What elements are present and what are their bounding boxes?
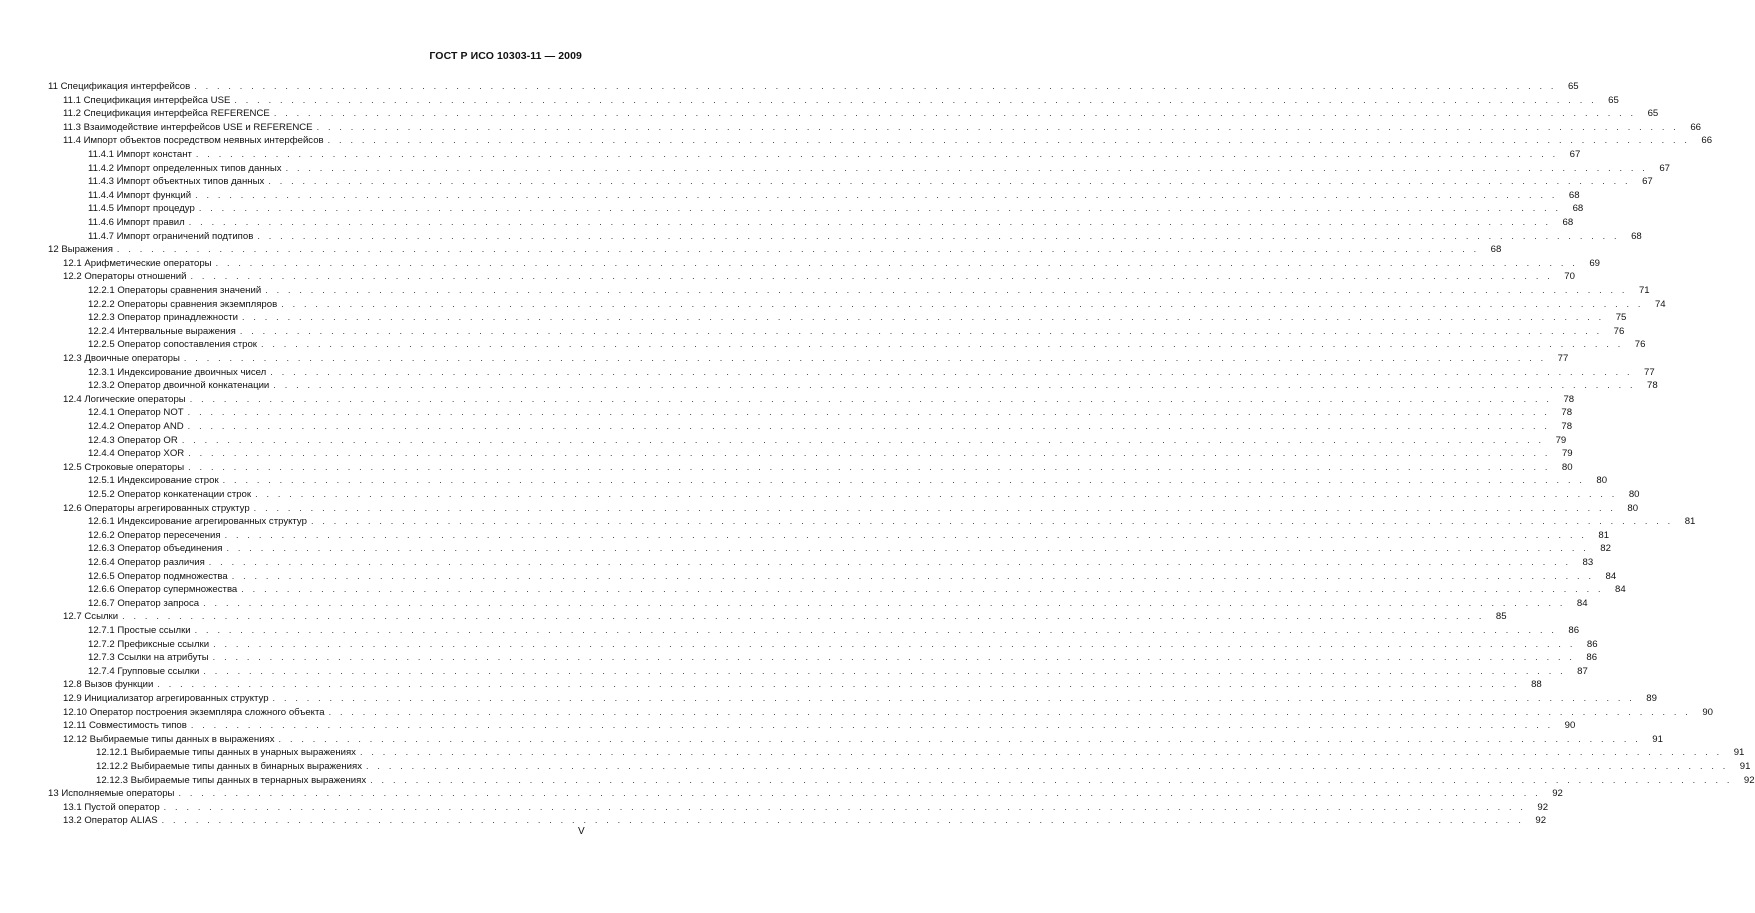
toc-row <box>0 216 1574 230</box>
toc-entry-title: 12.3.2 Оператор двоичной конкатенации <box>88 380 270 392</box>
toc-entry[interactable] <box>96 760 1751 774</box>
toc-row <box>0 352 1569 366</box>
toc-row <box>0 597 1588 611</box>
toc-entry-page: 74 <box>1654 298 1666 310</box>
dot-leader: . . . . . . . . . . . . . . . . . . . . . . . . . . . . . . . . . . . . . . . . . . . . . . . . . . . . . . . . . . . . . . . . . . . . . . . . . . . . . . . . . . . . . . . . . . . . . . . . . . . . . . . . . . . . . . . . . . . . . . . . <box>278 733 1641 744</box>
toc-entry[interactable] <box>88 216 1574 230</box>
toc-entry-page: 70 <box>1564 271 1575 283</box>
toc-entry-title: 11.4.1 Импорт констант <box>88 149 192 160</box>
toc-entry[interactable] <box>88 515 1696 529</box>
toc-entry-title: 12.6.3 Оператор объединения <box>88 543 223 555</box>
toc-entry-page: 77 <box>1557 353 1569 364</box>
toc-entry-page: 90 <box>1564 720 1576 732</box>
toc-entry-title: 11.4.4 Импорт функций <box>88 189 192 201</box>
toc-entry-page: 87 <box>1577 665 1588 677</box>
toc-entry-page: 77 <box>1644 366 1655 378</box>
toc-entry-page: 78 <box>1561 421 1573 432</box>
toc-row <box>0 230 1642 244</box>
toc-entry-page: 78 <box>1563 393 1575 405</box>
toc-entry-title: 11 Спецификация интерфейсов <box>48 81 191 92</box>
toc-entry-title: 12.8 Вызов функции <box>63 679 154 691</box>
toc-entry-page: 91 <box>1652 733 1663 745</box>
dot-leader: . . . . . . . . . . . . . . . . . . . . . . . . . . . . . . . . . . . . . . . . . . . . . . . . . . . . . . . . . . . . . . . . . . . . . . . . . . . . . . . . . . . . . . . . . . . . . . . . . . . . . . . . . . . . . . . . . . . . . . . . <box>190 271 1553 282</box>
toc-entry-title: 12.12.1 Выбираемые типы данных в унарных выражениях <box>96 747 356 759</box>
dot-leader: . . . . . . . . . . . . . . . . . . . . . . . . . . . . . . . . . . . . . . . . . . . . . . . . . . . . . . . . . . . . . . . . . . . . . . . . . . . . . . . . . . . . . . . . . . . . . . . . . . . . . . . . . . . . . . . . . . . . . . . . <box>203 665 1566 676</box>
dot-leader: . . . . . . . . . . . . . . . . . . . . . . . . . . . . . . . . . . . . . . . . . . . . . . . . . . . . . . . . . . . . . . . . . . . . . . . . . . . . . . . . . . . . . . . . . . . . . . . . . . . . . . . . . . . . . . . . . . . . . . . . <box>157 679 1520 690</box>
toc-entry-title: 12.4.3 Оператор OR <box>88 434 178 446</box>
toc-row <box>0 515 1696 529</box>
toc-entry-title: 12.12 Выбираемые типы данных в выражениях <box>63 733 275 745</box>
toc-entry-title: 12.6.4 Оператор различия <box>88 557 205 568</box>
toc-row <box>0 298 1666 312</box>
toc-entry-page: 76 <box>1634 339 1646 351</box>
toc-row <box>0 706 1714 720</box>
toc-entry[interactable] <box>88 298 1666 312</box>
toc-row <box>0 610 1507 624</box>
dot-leader: . . . . . . . . . . . . . . . . . . . . . . . . . . . . . . . . . . . . . . . . . . . . . . . . . . . . . . . . . . . . . . . . . . . . . . . . . . . . . . . . . . . . . . . . . . . . . . . . . . . . . . . . . . . . . . . . . . . . . . . . <box>194 81 1557 91</box>
toc-entry-page: 69 <box>1589 257 1600 269</box>
toc-entry-title: 12.2.4 Интервальные выражения <box>88 325 236 337</box>
toc-entry-title: 12.6.7 Оператор запроса <box>88 597 200 609</box>
toc-row <box>0 420 1573 434</box>
toc-entry-title: 11.4.2 Импорт определенных типов данных <box>88 162 282 174</box>
toc-entry-page: 85 <box>1495 611 1507 623</box>
toc-row <box>0 162 1671 176</box>
toc-entry-title: 11.4 Импорт объектов посредством неявных интерфейсов <box>63 135 324 147</box>
toc-entry[interactable] <box>88 338 1646 352</box>
toc-entry-title: 12.2.2 Операторы сравнения экземпляров <box>88 298 278 310</box>
toc-entry-title: 12.7.2 Префиксные ссылки <box>88 638 210 650</box>
dot-leader: . . . . . . . . . . . . . . . . . . . . . . . . . . . . . . . . . . . . . . . . . . . . . . . . . . . . . . . . . . . . . . . . . . . . . . . . . . . . . . . . . . . . . . . . . . . . . . . . . . . . . . . . . . . . . . . . . . . . . . . . <box>189 393 1553 404</box>
toc-entry-page: 68 <box>1631 230 1642 242</box>
dot-leader: . . . . . . . . . . . . . . . . . . . . . . . . . . . . . . . . . . . . . . . . . . . . . . . . . . . . . . . . . . . . . . . . . . . . . . . . . . . . . . . . . . . . . . . . . . . . . . . . . . . . . . . . . . . . . . . . . . . . . . . . <box>215 257 1578 268</box>
toc-entry[interactable] <box>48 243 1502 257</box>
toc-entry-page: 86 <box>1568 625 1580 636</box>
toc-entry-page: 82 <box>1600 543 1611 555</box>
toc-entry-page: 86 <box>1586 652 1598 664</box>
dot-leader: . . . . . . . . . . . . . . . . . . . . . . . . . . . . . . . . . . . . . . . . . . . . . . . . . . . . . . . . . . . . . . . . . . . . . . . . . . . . . . . . . . . . . . . . . . . . . . . . . . . . . . . . . . . . . . . . . . . . . . . . <box>273 108 1637 119</box>
dot-leader: . . . . . . . . . . . . . . . . . . . . . . . . . . . . . . . . . . . . . . . . . . . . . . . . . . . . . . . . . . . . . . . . . . . . . . . . . . . . . . . . . . . . . . . . . . . . . . . . . . . . . . . . . . . . . . . . . . . . . . . . <box>224 529 1588 540</box>
toc-entry-page: 68 <box>1490 244 1502 256</box>
toc-entry-title: 12.4.1 Оператор NOT <box>88 407 184 419</box>
dot-leader: . . . . . . . . . . . . . . . . . . . . . . . . . . . . . . . . . . . . . . . . . . . . . . . . . . . . . . . . . . . . . . . . . . . . . . . . . . . . . . . . . . . . . . . . . . . . . . . . . . . . . . . . . . . . . . . . . . . . . . . . <box>188 448 1551 459</box>
toc-entry-title: 12.11 Совместимость типов <box>63 720 187 732</box>
toc-row <box>0 774 1755 788</box>
toc-entry[interactable] <box>88 529 1610 543</box>
toc-entry-page: 67 <box>1569 149 1581 160</box>
dot-leader: . . . . . . . . . . . . . . . . . . . . . . . . . . . . . . . . . . . . . . . . . . . . . . . . . . . . . . . . . . . . . . . . . . . . . . . . . . . . . . . . . . . . . . . . . . . . . . . . . . . . . . . . . . . . . . . . . . . . . . . . <box>328 706 1692 717</box>
toc-entry[interactable] <box>63 801 1549 815</box>
dot-leader: . . . . . . . . . . . . . . . . . . . . . . . . . . . . . . . . . . . . . . . . . . . . . . . . . . . . . . . . . . . . . . . . . . . . . . . . . . . . . . . . . . . . . . . . . . . . . . . . . . . . . . . . . . . . . . . . . . . . . . . . <box>241 312 1605 323</box>
dot-leader: . . . . . . . . . . . . . . . . . . . . . . . . . . . . . . . . . . . . . . . . . . . . . . . . . . . . . . . . . . . . . . . . . . . . . . . . . . . . . . . . . . . . . . . . . . . . . . . . . . . . . . . . . . . . . . . . . . . . . . . . <box>253 502 1617 513</box>
dot-leader: . . . . . . . . . . . . . . . . . . . . . . . . . . . . . . . . . . . . . . . . . . . . . . . . . . . . . . . . . . . . . . . . . . . . . . . . . . . . . . . . . . . . . . . . . . . . . . . . . . . . . . . . . . . . . . . . . . . . . . . . <box>272 693 1635 703</box>
toc-entry[interactable] <box>48 787 1563 801</box>
toc-entry-title: 12.4 Логические операторы <box>63 393 186 405</box>
toc-entry-page: 68 <box>1572 203 1584 215</box>
toc-entry-page: 68 <box>1568 189 1580 201</box>
toc-entry-title: 12.2.5 Оператор сопоставления строк <box>88 339 257 351</box>
toc-entry[interactable] <box>88 162 1671 176</box>
toc-entry-title: 11.2 Спецификация интерфейса REFERENCE <box>63 108 270 120</box>
toc-row <box>0 760 1751 774</box>
toc-row <box>0 556 1594 570</box>
toc-entry[interactable] <box>63 814 1547 828</box>
toc-row <box>0 814 1547 828</box>
toc-entry-title: 11.4.3 Импорт объектных типов данных <box>88 176 265 188</box>
dot-leader: . . . . . . . . . . . . . . . . . . . . . . . . . . . . . . . . . . . . . . . . . . . . . . . . . . . . . . . . . . . . . . . . . . . . . . . . . . . . . . . . . . . . . . . . . . . . . . . . . . . . . . . . . . . . . . . . . . . . . . . . <box>268 176 1631 187</box>
toc-row <box>0 338 1646 352</box>
toc-entry[interactable] <box>88 583 1626 597</box>
toc-entry[interactable] <box>88 202 1584 216</box>
toc-entry[interactable] <box>96 746 1745 760</box>
toc-entry[interactable] <box>63 678 1542 692</box>
toc-row <box>0 447 1573 461</box>
toc-row <box>0 474 1608 488</box>
toc-entry-title: 12.1 Арифметические операторы <box>63 257 212 269</box>
toc-entry[interactable] <box>88 447 1573 461</box>
toc-row <box>0 787 1563 801</box>
toc-entry[interactable] <box>88 638 1598 652</box>
toc-entry[interactable] <box>63 352 1569 366</box>
toc-entry-page: 75 <box>1615 312 1627 324</box>
toc-entry-page: 66 <box>1690 121 1701 133</box>
dot-leader: . . . . . . . . . . . . . . . . . . . . . . . . . . . . . . . . . . . . . . . . . . . . . . . . . . . . . . . . . . . . . . . . . . . . . . . . . . . . . . . . . . . . . . . . . . . . . . . . . . . . . . . . . . . . . . . . . . . . . . . . <box>183 353 1547 363</box>
dot-leader: . . . . . . . . . . . . . . . . . . . . . . . . . . . . . . . . . . . . . . . . . . . . . . . . . . . . . . . . . . . . . . . . . . . . . . . . . . . . . . . . . . . . . . . . . . . . . . . . . . . . . . . . . . . . . . . . . . . . . . . . <box>366 761 1729 771</box>
toc-entry-title: 12.5.2 Оператор конкатенации строк <box>88 489 252 500</box>
dot-leader: . . . . . . . . . . . . . . . . . . . . . . . . . . . . . . . . . . . . . . . . . . . . . . . . . . . . . . . . . . . . . . . . . . . . . . . . . . . . . . . . . . . . . . . . . . . . . . . . . . . . . . . . . . . . . . . . . . . . . . . . <box>163 801 1527 812</box>
toc-entry[interactable] <box>88 556 1594 570</box>
toc-row <box>0 121 1701 135</box>
toc-entry[interactable] <box>63 270 1575 284</box>
toc-entry[interactable] <box>88 175 1653 189</box>
toc-row <box>0 801 1549 815</box>
dot-leader: . . . . . . . . . . . . . . . . . . . . . . . . . . . . . . . . . . . . . . . . . . . . . . . . . . . . . . . . . . . . . . . . . . . . . . . . . . . . . . . . . . . . . . . . . . . . . . . . . . . . . . . . . . . . . . . . . . . . . . . . <box>198 203 1562 214</box>
toc-entry-title: 12.7.4 Групповые ссылки <box>88 665 200 677</box>
toc-entry[interactable] <box>63 257 1600 271</box>
toc-entry-page: 89 <box>1646 693 1657 704</box>
toc-entry[interactable] <box>88 597 1588 611</box>
dot-leader: . . . . . . . . . . . . . . . . . . . . . . . . . . . . . . . . . . . . . . . . . . . . . . . . . . . . . . . . . . . . . . . . . . . . . . . . . . . . . . . . . . . . . . . . . . . . . . . . . . . . . . . . . . . . . . . . . . . . . . . . <box>208 557 1572 567</box>
toc-entry-title: 13.2 Оператор ALIAS <box>63 815 158 827</box>
dot-leader: . . . . . . . . . . . . . . . . . . . . . . . . . . . . . . . . . . . . . . . . . . . . . . . . . . . . . . . . . . . . . . . . . . . . . . . . . . . . . . . . . . . . . . . . . . . . . . . . . . . . . . . . . . . . . . . . . . . . . . . . <box>310 516 1674 527</box>
toc-row <box>0 733 1663 747</box>
toc-entry-page: 90 <box>1702 706 1714 718</box>
toc-entry-title: 12.9 Инициализатор агрегированных структур <box>63 693 269 704</box>
toc-entry[interactable] <box>63 94 1619 108</box>
toc-row <box>0 134 1713 148</box>
toc-entry[interactable] <box>63 134 1713 148</box>
toc-entry-title: 12.4.2 Оператор AND <box>88 421 184 432</box>
dot-leader: . . . . . . . . . . . . . . . . . . . . . . . . . . . . . . . . . . . . . . . . . . . . . . . . . . . . . . . . . . . . . . . . . . . . . . . . . . . . . . . . . . . . . . . . . . . . . . . . . . . . . . . . . . . . . . . . . . . . . . . . <box>203 597 1566 608</box>
dot-leader: . . . . . . . . . . . . . . . . . . . . . . . . . . . . . . . . . . . . . . . . . . . . . . . . . . . . . . . . . . . . . . . . . . . . . . . . . . . . . . . . . . . . . . . . . . . . . . . . . . . . . . . . . . . . . . . . . . . . . . . . <box>327 135 1691 146</box>
toc-entry-title: 12.3.1 Индексирование двоичных чисел <box>88 366 267 378</box>
toc-entry[interactable] <box>88 488 1640 502</box>
dot-leader: . . . . . . . . . . . . . . . . . . . . . . . . . . . . . . . . . . . . . . . . . . . . . . . . . . . . . . . . . . . . . . . . . . . . . . . . . . . . . . . . . . . . . . . . . . . . . . . . . . . . . . . . . . . . . . . . . . . . . . . . <box>213 638 1576 649</box>
toc-row <box>0 406 1573 420</box>
dot-leader: . . . . . . . . . . . . . . . . . . . . . . . . . . . . . . . . . . . . . . . . . . . . . . . . . . . . . . . . . . . . . . . . . . . . . . . . . . . . . . . . . . . . . . . . . . . . . . . . . . . . . . . . . . . . . . . . . . . . . . . . <box>281 298 1644 309</box>
toc-row <box>0 311 1627 325</box>
toc-entry-page: 79 <box>1561 448 1573 460</box>
toc-entry-title: 12.2 Операторы отношений <box>63 271 187 283</box>
toc-entry-page: 67 <box>1642 176 1653 188</box>
toc-entry-page: 78 <box>1647 380 1658 392</box>
toc-entry[interactable] <box>88 379 1658 393</box>
toc-row <box>0 366 1655 380</box>
dot-leader: . . . . . . . . . . . . . . . . . . . . . . . . . . . . . . . . . . . . . . . . . . . . . . . . . . . . . . . . . . . . . . . . . . . . . . . . . . . . . . . . . . . . . . . . . . . . . . . . . . . . . . . . . . . . . . . . . . . . . . . . <box>188 217 1552 227</box>
toc-entry-page: 84 <box>1605 570 1617 582</box>
toc-row <box>0 107 1659 121</box>
toc-entry-page: 80 <box>1596 475 1608 487</box>
toc-entry[interactable] <box>88 474 1608 488</box>
toc-row <box>0 80 1579 94</box>
toc-entry[interactable] <box>88 434 1567 448</box>
toc-entry-title: 12.6.1 Индексирование агрегированных структур <box>88 516 307 528</box>
toc-entry-title: 11.3 Взаимодействие интерфейсов USE и REFERENCE <box>63 121 313 133</box>
dot-leader: . . . . . . . . . . . . . . . . . . . . . . . . . . . . . . . . . . . . . . . . . . . . . . . . . . . . . . . . . . . . . . . . . . . . . . . . . . . . . . . . . . . . . . . . . . . . . . . . . . . . . . . . . . . . . . . . . . . . . . . . <box>178 788 1541 799</box>
toc-entry-title: 12.4.4 Оператор XOR <box>88 448 185 460</box>
toc-entry[interactable] <box>88 325 1625 339</box>
toc-entry-page: 92 <box>1535 815 1547 827</box>
toc-entry-page: 92 <box>1552 788 1563 800</box>
dot-leader: . . . . . . . . . . . . . . . . . . . . . . . . . . . . . . . . . . . . . . . . . . . . . . . . . . . . . . . . . . . . . . . . . . . . . . . . . . . . . . . . . . . . . . . . . . . . . . . . . . . . . . . . . . . . . . . . . . . . . . . . <box>190 720 1554 731</box>
toc-row <box>0 624 1580 638</box>
toc-entry-page: 65 <box>1567 81 1579 92</box>
dot-leader: . . . . . . . . . . . . . . . . . . . . . . . . . . . . . . . . . . . . . . . . . . . . . . . . . . . . . . . . . . . . . . . . . . . . . . . . . . . . . . . . . . . . . . . . . . . . . . . . . . . . . . . . . . . . . . . . . . . . . . . . <box>359 747 1723 758</box>
toc-entry-page: 76 <box>1613 325 1625 337</box>
toc-row <box>0 243 1502 257</box>
toc-entry-page: 71 <box>1638 285 1650 296</box>
dot-leader: . . . . . . . . . . . . . . . . . . . . . . . . . . . . . . . . . . . . . . . . . . . . . . . . . . . . . . . . . . . . . . . . . . . . . . . . . . . . . . . . . . . . . . . . . . . . . . . . . . . . . . . . . . . . . . . . . . . . . . . . <box>116 244 1480 255</box>
toc-entry[interactable] <box>63 107 1659 121</box>
toc-row <box>0 202 1584 216</box>
toc-entry-page: 67 <box>1659 162 1671 174</box>
toc-entry-title: 12.10 Оператор построения экземпляра сложного объекта <box>63 706 325 718</box>
toc-row <box>0 189 1580 203</box>
toc-row <box>0 393 1575 407</box>
toc-entry-title: 12.5.1 Индексирование строк <box>88 475 219 487</box>
toc-entry-title: 11.4.5 Импорт процедур <box>88 203 195 215</box>
toc-entry[interactable] <box>63 692 1657 706</box>
dot-leader: . . . . . . . . . . . . . . . . . . . . . . . . . . . . . . . . . . . . . . . . . . . . . . . . . . . . . . . . . . . . . . . . . . . . . . . . . . . . . . . . . . . . . . . . . . . . . . . . . . . . . . . . . . . . . . . . . . . . . . . . <box>194 625 1558 635</box>
toc-entry-title: 11.1 Спецификация интерфейса USE <box>63 94 231 106</box>
toc-entry[interactable] <box>63 461 1573 475</box>
toc-entry-title: 13 Исполняемые операторы <box>48 788 175 800</box>
dot-leader: . . . . . . . . . . . . . . . . . . . . . . . . . . . . . . . . . . . . . . . . . . . . . . . . . . . . . . . . . . . . . . . . . . . . . . . . . . . . . . . . . . . . . . . . . . . . . . . . . . . . . . . . . . . . . . . . . . . . . . . . <box>255 489 1618 499</box>
toc-entry-page: 65 <box>1647 108 1659 120</box>
toc-entry-title: 12.3 Двоичные операторы <box>63 353 180 364</box>
dot-leader: . . . . . . . . . . . . . . . . . . . . . . . . . . . . . . . . . . . . . . . . . . . . . . . . . . . . . . . . . . . . . . . . . . . . . . . . . . . . . . . . . . . . . . . . . . . . . . . . . . . . . . . . . . . . . . . . . . . . . . . . <box>212 652 1576 663</box>
dot-leader: . . . . . . . . . . . . . . . . . . . . . . . . . . . . . . . . . . . . . . . . . . . . . . . . . . . . . . . . . . . . . . . . . . . . . . . . . . . . . . . . . . . . . . . . . . . . . . . . . . . . . . . . . . . . . . . . . . . . . . . . <box>234 94 1597 105</box>
toc-entry-page: 68 <box>1562 217 1574 228</box>
toc-entry[interactable] <box>88 311 1627 325</box>
toc-entry-title: 12.2.3 Оператор принадлежности <box>88 312 238 324</box>
toc-row <box>0 461 1573 475</box>
toc-entry-title: 12.7.3 Ссылки на атрибуты <box>88 652 209 664</box>
dot-leader: . . . . . . . . . . . . . . . . . . . . . . . . . . . . . . . . . . . . . . . . . . . . . . . . . . . . . . . . . . . . . . . . . . . . . . . . . . . . . . . . . . . . . . . . . . . . . . . . . . . . . . . . . . . . . . . . . . . . . . . . <box>188 461 1551 472</box>
toc-entry[interactable] <box>88 542 1611 556</box>
dot-leader: . . . . . . . . . . . . . . . . . . . . . . . . . . . . . . . . . . . . . . . . . . . . . . . . . . . . . . . . . . . . . . . . . . . . . . . . . . . . . . . . . . . . . . . . . . . . . . . . . . . . . . . . . . . . . . . . . . . . . . . . <box>239 325 1603 336</box>
toc-entry-page: 66 <box>1701 135 1713 147</box>
toc-entry-title: 12.12.2 Выбираемые типы данных в бинарных выражениях <box>96 761 363 772</box>
toc-row <box>0 488 1640 502</box>
toc-entry-page: 88 <box>1531 679 1542 691</box>
toc-entry[interactable] <box>63 719 1576 733</box>
toc-row <box>0 325 1625 339</box>
dot-leader: . . . . . . . . . . . . . . . . . . . . . . . . . . . . . . . . . . . . . . . . . . . . . . . . . . . . . . . . . . . . . . . . . . . . . . . . . . . . . . . . . . . . . . . . . . . . . . . . . . . . . . . . . . . . . . . . . . . . . . . . <box>181 434 1545 445</box>
toc-entry[interactable] <box>48 80 1579 94</box>
toc-entry-title: 12.6 Операторы агрегированных структур <box>63 502 250 514</box>
toc-entry-title: 12.7.1 Простые ссылки <box>88 625 191 636</box>
toc-row <box>0 583 1626 597</box>
toc-entry-title: 12.5 Строковые операторы <box>63 461 185 473</box>
dot-leader: . . . . . . . . . . . . . . . . . . . . . . . . . . . . . . . . . . . . . . . . . . . . . . . . . . . . . . . . . . . . . . . . . . . . . . . . . . . . . . . . . . . . . . . . . . . . . . . . . . . . . . . . . . . . . . . . . . . . . . . . <box>241 584 1604 595</box>
toc-entry-title: 12.2.1 Операторы сравнения значений <box>88 285 262 296</box>
dot-leader: . . . . . . . . . . . . . . . . . . . . . . . . . . . . . . . . . . . . . . . . . . . . . . . . . . . . . . . . . . . . . . . . . . . . . . . . . . . . . . . . . . . . . . . . . . . . . . . . . . . . . . . . . . . . . . . . . . . . . . . . <box>187 407 1551 418</box>
toc-entry-page: 84 <box>1615 584 1626 596</box>
toc-row <box>0 529 1610 543</box>
toc-entry[interactable] <box>63 706 1714 720</box>
toc-row <box>0 678 1542 692</box>
toc-entry-page: 79 <box>1555 434 1567 446</box>
toc-entry-page: 80 <box>1628 489 1640 500</box>
toc-entry-page: 91 <box>1733 747 1745 759</box>
toc-entry-page: 86 <box>1586 638 1598 650</box>
toc-row <box>0 570 1617 584</box>
toc-entry-title: 12.6.5 Оператор подмножества <box>88 570 228 582</box>
dot-leader: . . . . . . . . . . . . . . . . . . . . . . . . . . . . . . . . . . . . . . . . . . . . . . . . . . . . . . . . . . . . . . . . . . . . . . . . . . . . . . . . . . . . . . . . . . . . . . . . . . . . . . . . . . . . . . . . . . . . . . . . <box>370 774 1733 785</box>
dot-leader: . . . . . . . . . . . . . . . . . . . . . . . . . . . . . . . . . . . . . . . . . . . . . . . . . . . . . . . . . . . . . . . . . . . . . . . . . . . . . . . . . . . . . . . . . . . . . . . . . . . . . . . . . . . . . . . . . . . . . . . . <box>231 570 1595 581</box>
toc-row <box>0 692 1657 706</box>
toc-entry-title: 12.7 Ссылки <box>63 611 119 623</box>
toc-row <box>0 542 1611 556</box>
page-header: ГОСТ Р ИСО 10303-11 — 2009 <box>429 50 582 62</box>
toc-entry-title: 11.4.6 Импорт правил <box>88 217 185 228</box>
toc-entry[interactable] <box>88 665 1588 679</box>
toc-entry-page: 84 <box>1576 597 1588 609</box>
dot-leader: . . . . . . . . . . . . . . . . . . . . . . . . . . . . . . . . . . . . . . . . . . . . . . . . . . . . . . . . . . . . . . . . . . . . . . . . . . . . . . . . . . . . . . . . . . . . . . . . . . . . . . . . . . . . . . . . . . . . . . . . <box>195 189 1558 200</box>
toc-entry-page: 91 <box>1739 761 1751 772</box>
toc-entry-title: 12.12.3 Выбираемые типы данных в тернарных выражениях <box>96 774 367 786</box>
toc-row <box>0 175 1653 189</box>
toc-entry-page: 78 <box>1561 407 1573 419</box>
toc-entry-title: 13.1 Пустой оператор <box>63 801 160 813</box>
toc-entry-page: 83 <box>1582 557 1594 568</box>
toc-entry[interactable] <box>96 774 1755 788</box>
toc-entry[interactable] <box>88 420 1573 434</box>
dot-leader: . . . . . . . . . . . . . . . . . . . . . . . . . . . . . . . . . . . . . . . . . . . . . . . . . . . . . . . . . . . . . . . . . . . . . . . . . . . . . . . . . . . . . . . . . . . . . . . . . . . . . . . . . . . . . . . . . . . . . . . . <box>265 285 1628 295</box>
toc-entry[interactable] <box>88 230 1642 244</box>
dot-leader: . . . . . . . . . . . . . . . . . . . . . . . . . . . . . . . . . . . . . . . . . . . . . . . . . . . . . . . . . . . . . . . . . . . . . . . . . . . . . . . . . . . . . . . . . . . . . . . . . . . . . . . . . . . . . . . . . . . . . . . . <box>226 543 1589 554</box>
dot-leader: . . . . . . . . . . . . . . . . . . . . . . . . . . . . . . . . . . . . . . . . . . . . . . . . . . . . . . . . . . . . . . . . . . . . . . . . . . . . . . . . . . . . . . . . . . . . . . . . . . . . . . . . . . . . . . . . . . . . . . . . <box>195 149 1559 159</box>
toc-entry[interactable] <box>88 189 1580 203</box>
toc-entry-page: 92 <box>1743 774 1755 786</box>
toc-row <box>0 719 1576 733</box>
toc-row <box>0 638 1598 652</box>
dot-leader: . . . . . . . . . . . . . . . . . . . . . . . . . . . . . . . . . . . . . . . . . . . . . . . . . . . . . . . . . . . . . . . . . . . . . . . . . . . . . . . . . . . . . . . . . . . . . . . . . . . . . . . . . . . . . . . . . . . . . . . . <box>222 475 1586 486</box>
toc-row <box>0 502 1639 516</box>
toc-row <box>0 434 1567 448</box>
toc-entry[interactable] <box>88 406 1573 420</box>
dot-leader: . . . . . . . . . . . . . . . . . . . . . . . . . . . . . . . . . . . . . . . . . . . . . . . . . . . . . . . . . . . . . . . . . . . . . . . . . . . . . . . . . . . . . . . . . . . . . . . . . . . . . . . . . . . . . . . . . . . . . . . . <box>273 380 1636 391</box>
toc-entry[interactable] <box>88 148 1581 162</box>
toc-entry-title: 12.6.2 Оператор пересечения <box>88 529 221 541</box>
toc-entry[interactable] <box>63 733 1663 747</box>
toc-row <box>0 746 1745 760</box>
dot-leader: . . . . . . . . . . . . . . . . . . . . . . . . . . . . . . . . . . . . . . . . . . . . . . . . . . . . . . . . . . . . . . . . . . . . . . . . . . . . . . . . . . . . . . . . . . . . . . . . . . . . . . . . . . . . . . . . . . . . . . . . <box>161 815 1525 826</box>
toc-row <box>0 148 1581 162</box>
toc-row <box>0 665 1588 679</box>
toc-row <box>0 284 1650 298</box>
toc-entry[interactable] <box>63 393 1575 407</box>
toc-entry-title: 11.4.7 Импорт ограничений подтипов <box>88 230 254 242</box>
toc-row <box>0 94 1619 108</box>
page-number: V <box>578 826 585 837</box>
toc-entry-page: 80 <box>1561 461 1573 473</box>
toc-entry[interactable] <box>88 624 1580 638</box>
toc-row <box>0 257 1600 271</box>
toc-entry-page: 81 <box>1598 529 1610 541</box>
toc-entry[interactable] <box>63 610 1507 624</box>
toc-entry-page: 81 <box>1684 516 1696 528</box>
toc-entry-page: 65 <box>1608 94 1619 106</box>
toc-entry[interactable] <box>88 651 1598 665</box>
toc-row <box>0 651 1598 665</box>
toc-entry[interactable] <box>88 284 1650 298</box>
toc-entry-title: 12 Выражения <box>48 244 113 256</box>
toc-row <box>0 379 1658 393</box>
dot-leader: . . . . . . . . . . . . . . . . . . . . . . . . . . . . . . . . . . . . . . . . . . . . . . . . . . . . . . . . . . . . . . . . . . . . . . . . . . . . . . . . . . . . . . . . . . . . . . . . . . . . . . . . . . . . . . . . . . . . . . . . <box>122 611 1485 622</box>
toc-entry[interactable] <box>63 121 1701 135</box>
toc-entry[interactable] <box>88 570 1617 584</box>
dot-leader: . . . . . . . . . . . . . . . . . . . . . . . . . . . . . . . . . . . . . . . . . . . . . . . . . . . . . . . . . . . . . . . . . . . . . . . . . . . . . . . . . . . . . . . . . . . . . . . . . . . . . . . . . . . . . . . . . . . . . . . . <box>285 162 1649 173</box>
toc-entry[interactable] <box>88 366 1655 380</box>
toc-row <box>0 270 1575 284</box>
dot-leader: . . . . . . . . . . . . . . . . . . . . . . . . . . . . . . . . . . . . . . . . . . . . . . . . . . . . . . . . . . . . . . . . . . . . . . . . . . . . . . . . . . . . . . . . . . . . . . . . . . . . . . . . . . . . . . . . . . . . . . . . <box>257 230 1620 241</box>
toc-entry-title: 12.6.6 Оператор супермножества <box>88 584 238 596</box>
dot-leader: . . . . . . . . . . . . . . . . . . . . . . . . . . . . . . . . . . . . . . . . . . . . . . . . . . . . . . . . . . . . . . . . . . . . . . . . . . . . . . . . . . . . . . . . . . . . . . . . . . . . . . . . . . . . . . . . . . . . . . . . <box>316 121 1679 132</box>
dot-leader: . . . . . . . . . . . . . . . . . . . . . . . . . . . . . . . . . . . . . . . . . . . . . . . . . . . . . . . . . . . . . . . . . . . . . . . . . . . . . . . . . . . . . . . . . . . . . . . . . . . . . . . . . . . . . . . . . . . . . . . . <box>270 366 1633 377</box>
dot-leader: . . . . . . . . . . . . . . . . . . . . . . . . . . . . . . . . . . . . . . . . . . . . . . . . . . . . . . . . . . . . . . . . . . . . . . . . . . . . . . . . . . . . . . . . . . . . . . . . . . . . . . . . . . . . . . . . . . . . . . . . <box>261 339 1624 350</box>
toc-entry-page: 92 <box>1537 801 1549 813</box>
toc-entry[interactable] <box>63 502 1639 516</box>
dot-leader: . . . . . . . . . . . . . . . . . . . . . . . . . . . . . . . . . . . . . . . . . . . . . . . . . . . . . . . . . . . . . . . . . . . . . . . . . . . . . . . . . . . . . . . . . . . . . . . . . . . . . . . . . . . . . . . . . . . . . . . . <box>187 421 1551 431</box>
toc-entry-page: 80 <box>1627 502 1639 514</box>
